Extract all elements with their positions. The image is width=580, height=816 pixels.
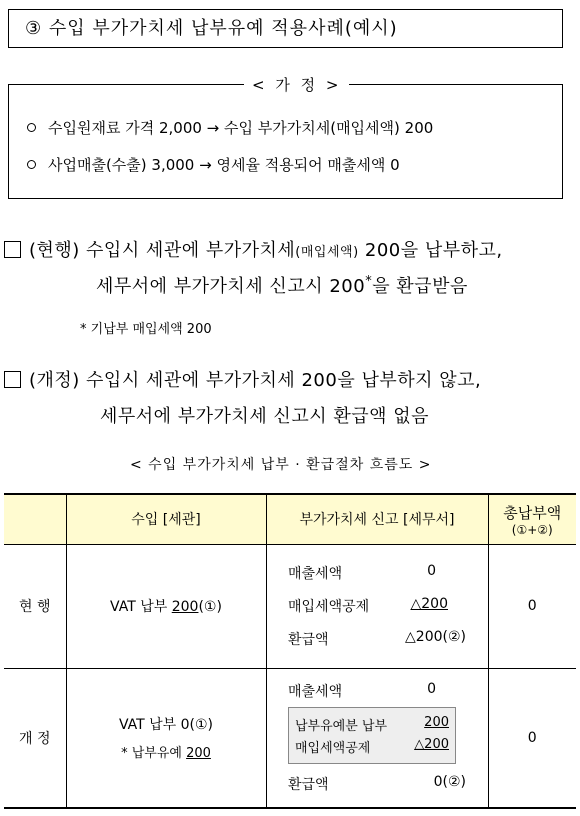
bullet-circle-icon	[27, 160, 36, 169]
revised-rule-line2: 세무서에 부가가치세 신고시 환급액 없음	[100, 406, 429, 427]
tax-report-cell: 매출세액 0 매입세액공제 △200 환급액 △200(②)	[266, 544, 488, 668]
table-row	[4, 668, 576, 808]
row-label: 개 정	[4, 668, 66, 808]
current-rule-line1: (현행) 수입시 세관에 부가가치세(매입세액) 200을 납부하고,	[4, 236, 503, 262]
assumption-item: 사업매출(수출) 3,000 → 영세율 적용되어 매출세액 0	[27, 154, 400, 175]
header-customs: 수입 [세관]	[66, 494, 266, 544]
assumption-box	[8, 76, 563, 199]
revised-rule-line1: (개정) 수입시 세관에 부가가치세 200을 납부하지 않고,	[4, 366, 481, 392]
total-cell: 0	[488, 668, 576, 808]
row-label: 현 행	[4, 544, 66, 668]
flow-chart-title: < 수입 부가가치세 납부 · 환급절차 흐름도 >	[130, 457, 432, 473]
checkbox-square-icon	[4, 371, 21, 388]
page-title: ③ 수입 부가가치세 납부유예 적용사례(예시)	[8, 9, 563, 48]
bullet-circle-icon	[27, 123, 36, 132]
customs-cell: VAT 납부 0(①) * 납부유예 200	[66, 668, 266, 808]
flow-table	[4, 493, 576, 809]
header-tax-office: 부가가치세 신고 [세무서]	[266, 494, 488, 544]
current-rule-note: * 기납부 매입세액 200	[80, 322, 212, 337]
tax-report-cell: 매출세액 0 납부유예분 납부 200 매입세액공제 △200 환급액 0(②)	[266, 668, 488, 808]
checkbox-square-icon	[4, 241, 21, 258]
table-header-row	[4, 494, 576, 544]
total-cell: 0	[488, 544, 576, 668]
assumption-label: < 가 정 >	[244, 74, 349, 95]
table-row	[4, 544, 576, 668]
header-empty	[4, 494, 66, 544]
assumption-item: 수입원재료 가격 2,000 → 수입 부가가치세(매입세액) 200	[27, 117, 433, 138]
deferred-payment-box: 납부유예분 납부 200 매입세액공제 △200	[288, 707, 456, 764]
current-rule-line2: 세무서에 부가가치세 신고시 200*을 환급받음	[96, 274, 468, 297]
customs-cell: VAT 납부 200(①)	[66, 544, 266, 668]
header-total: 총납부액 (①+②)	[488, 494, 576, 544]
